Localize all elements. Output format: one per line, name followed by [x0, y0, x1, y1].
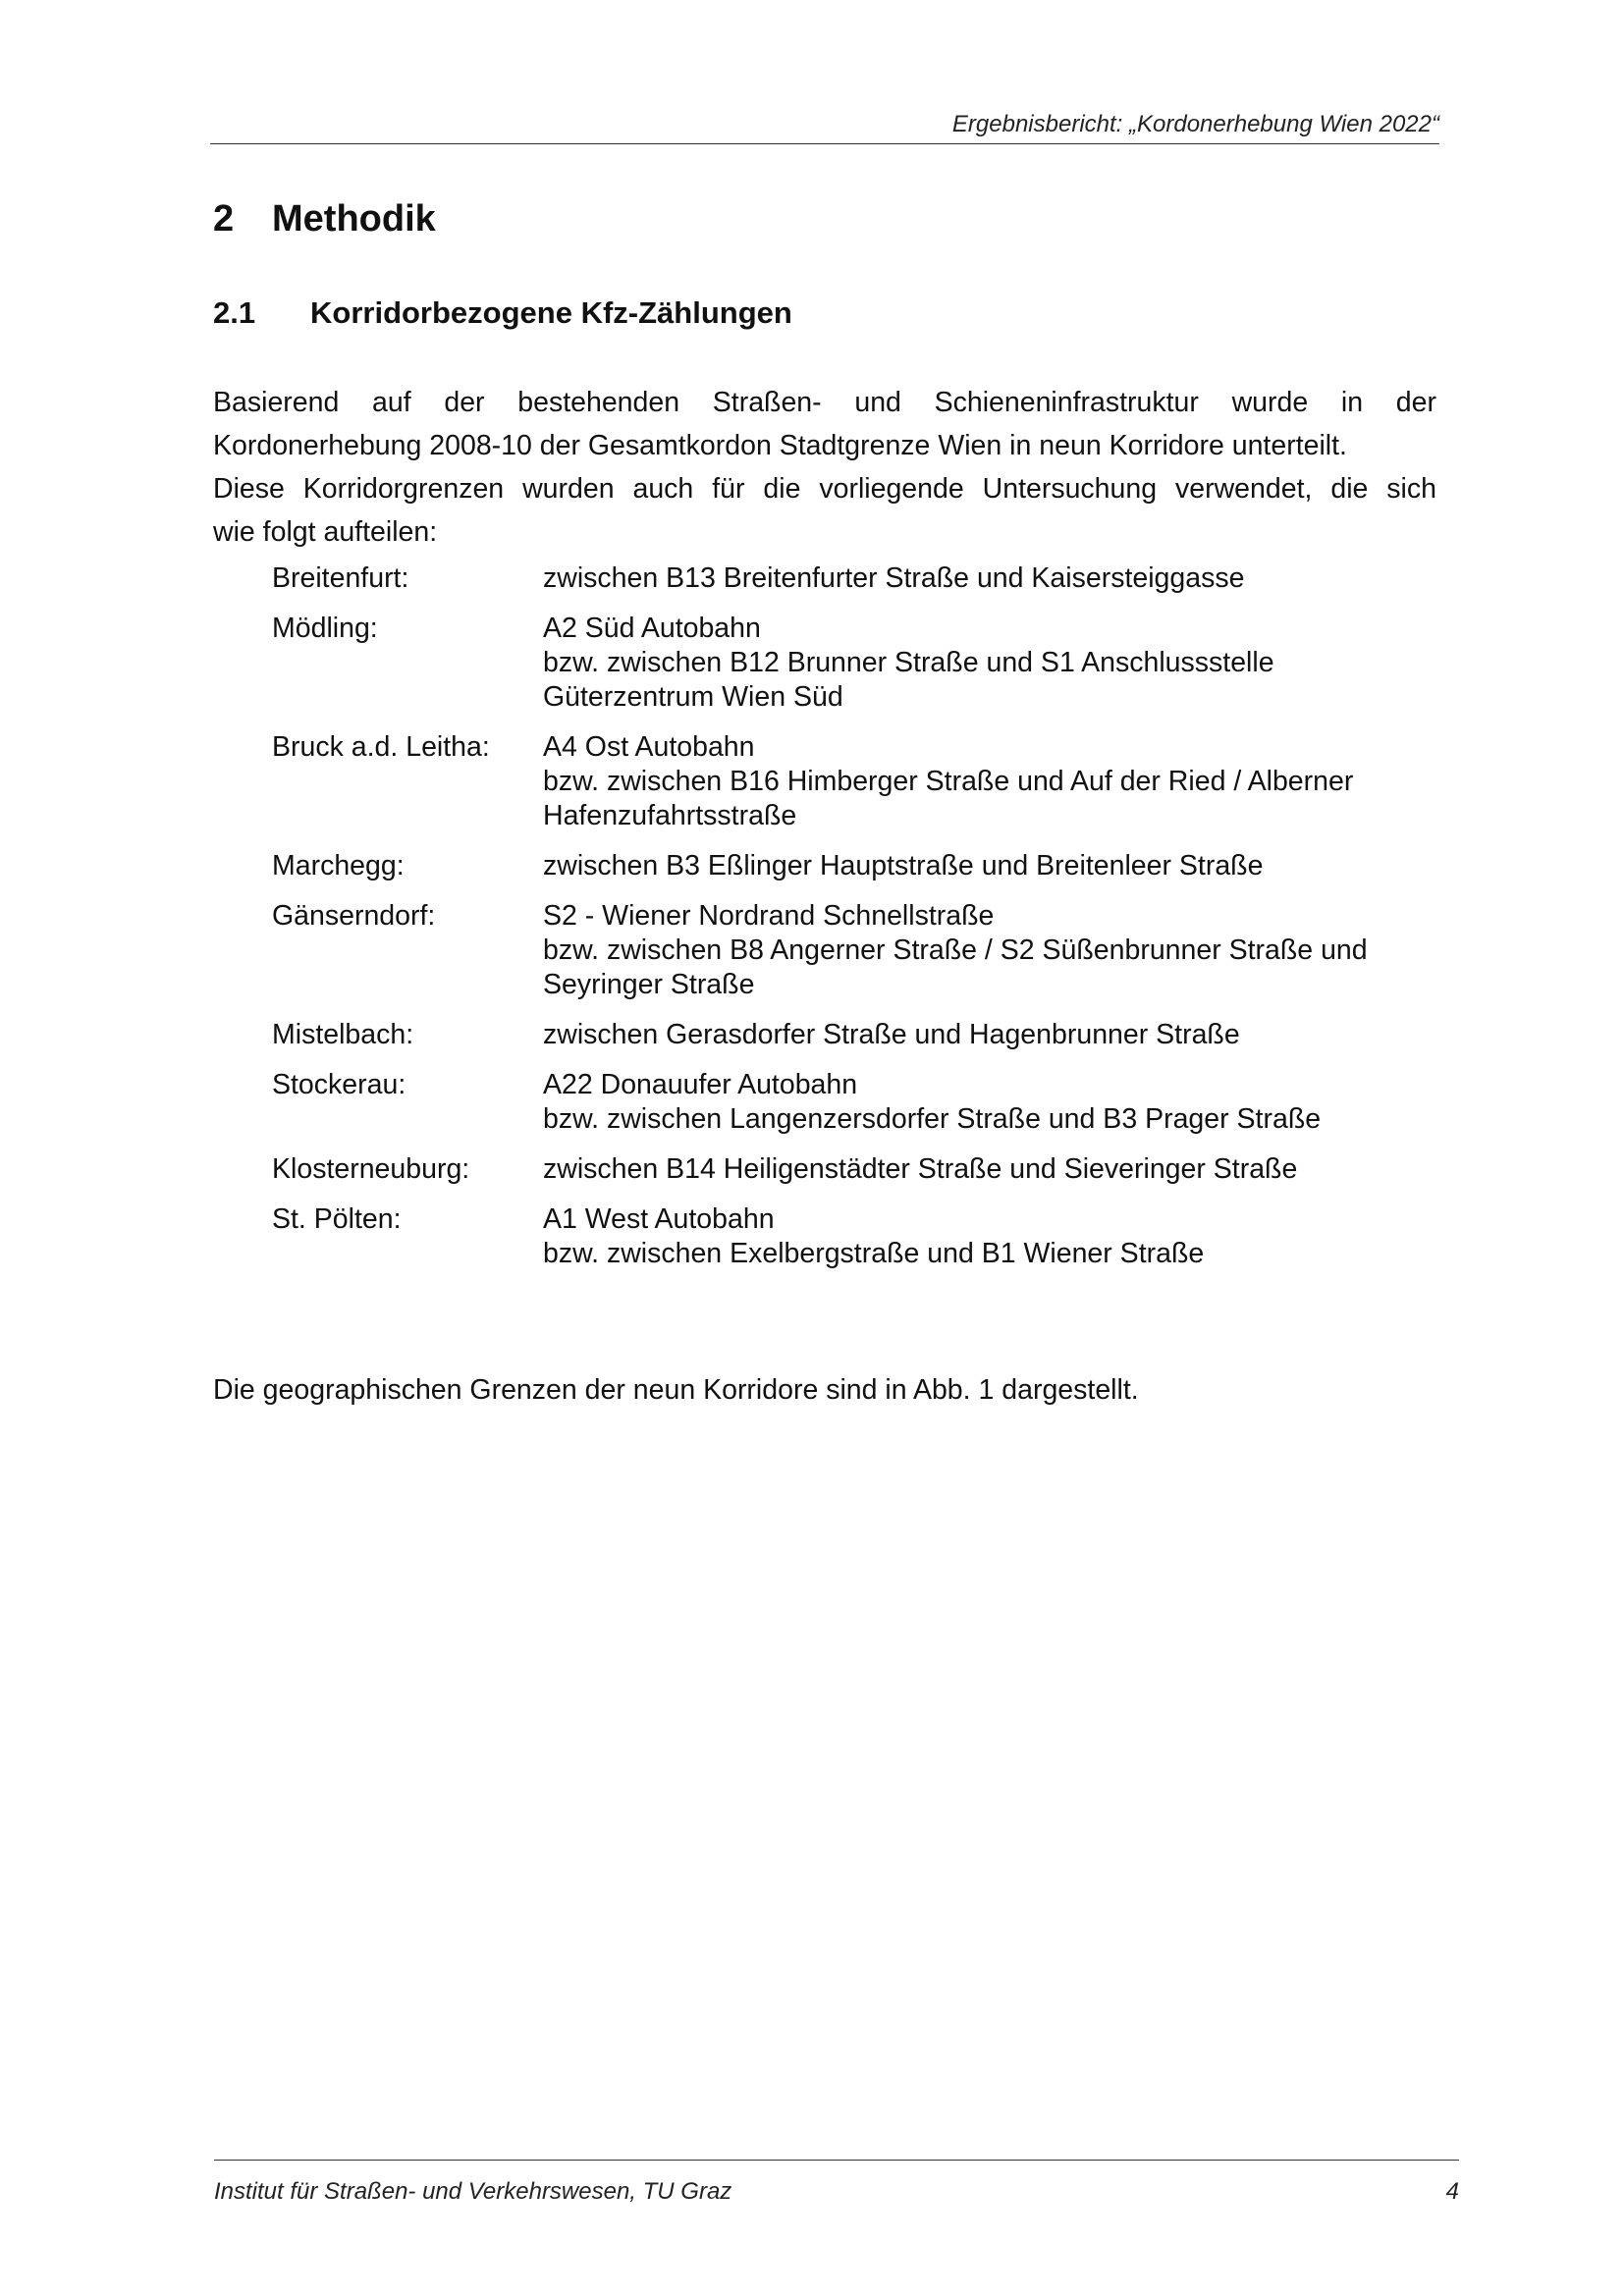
corridor-name: Stockerau: — [272, 1069, 406, 1100]
corridor-item-klosterneuburg — [272, 1152, 1450, 1187]
corridor-item-moedling — [272, 612, 1450, 715]
chapter-number: 2 — [213, 198, 235, 240]
corridor-description-line: bzw. zwischen Exelbergstraße und B1 Wiener Straße — [543, 1238, 1205, 1269]
corridor-name: Klosterneuburg: — [272, 1153, 470, 1185]
corridor-name: Mistelbach: — [272, 1019, 414, 1050]
intro-line: Kordonerhebung 2008-10 der Gesamtkordon Stadtgrenze Wien in neun Korridore unterteilt. — [213, 430, 1347, 461]
intro-line: Diese Korridorgrenzen wurden auch für die vorliegende Untersuchung verwendet, die sich — [213, 473, 1436, 505]
corridor-description-line: zwischen B3 Eßlinger Hauptstraße und Breitenleer Straße — [543, 850, 1264, 881]
corridor-description-line: Güterzentrum Wien Süd — [543, 681, 843, 713]
corridor-description-line: zwischen B13 Breitenfurter Straße und Kaisersteiggasse — [543, 562, 1245, 594]
corridor-description-line: A4 Ost Autobahn — [543, 731, 755, 763]
intro-line: wie folgt aufteilen: — [213, 516, 438, 548]
corridor-description — [543, 899, 1450, 1002]
corridor-item-bruck — [272, 730, 1450, 833]
corridor-description-line: bzw. zwischen B8 Angerner Straße / S2 Süßenbrunner Straße und — [543, 934, 1368, 966]
corridor-description-line: A1 West Autobahn — [543, 1203, 775, 1235]
corridor-description — [543, 1068, 1450, 1137]
corridor-item-breitenfurt — [272, 561, 1450, 596]
corridor-description — [543, 612, 1450, 715]
corridor-description-line: A2 Süd Autobahn — [543, 613, 761, 644]
corridor-description-line: Seyringer Straße — [543, 969, 755, 1000]
corridor-description-line: bzw. zwischen Langenzersdorfer Straße und B3 Prager Straße — [543, 1103, 1322, 1135]
corridor-description — [543, 1152, 1450, 1187]
corridor-description-line: zwischen B14 Heiligenstädter Straße und Sieveringer Straße — [543, 1153, 1298, 1185]
corridor-list — [272, 561, 1450, 1287]
corridor-description-line: bzw. zwischen B12 Brunner Straße und S1 Anschlussstelle — [543, 647, 1274, 678]
intro-line: Basierend auf der bestehenden Straßen- und Schieneninfrastruktur wurde in der — [213, 387, 1436, 418]
header-divider — [210, 143, 1439, 144]
corridor-description — [543, 1018, 1450, 1052]
section-number: 2.1 — [213, 295, 256, 330]
page-number: 4 — [1445, 2178, 1459, 2205]
corridor-description-line: Hafenzufahrtsstraße — [543, 800, 797, 831]
corridor-description-line: A22 Donauufer Autobahn — [543, 1069, 858, 1100]
chapter-title: Methodik — [272, 198, 436, 240]
corridor-name: St. Pölten: — [272, 1203, 402, 1235]
footer-institute: Institut für Straßen- und Verkehrswesen, TU Graz — [214, 2178, 732, 2205]
running-header: Ergebnisbericht: „Kordonerhebung Wien 2022“ — [951, 111, 1439, 137]
corridor-item-gaenserndorf — [272, 899, 1450, 1002]
footer-divider — [214, 2160, 1459, 2161]
corridor-item-marchegg — [272, 849, 1450, 883]
corridor-item-mistelbach — [272, 1018, 1450, 1052]
chapter-heading — [213, 196, 436, 241]
corridor-name: Breitenfurt: — [272, 562, 409, 594]
corridor-name: Marchegg: — [272, 850, 405, 881]
corridor-item-st-poelten — [272, 1202, 1450, 1271]
section-title: Korridorbezogene Kfz-Zählungen — [310, 295, 792, 330]
intro-paragraph — [213, 381, 1436, 554]
corridor-description — [543, 561, 1450, 596]
corridor-description — [543, 849, 1450, 883]
corridor-description-line: S2 - Wiener Nordrand Schnellstraße — [543, 900, 995, 932]
corridor-item-stockerau — [272, 1068, 1450, 1137]
corridor-description-line: bzw. zwischen B16 Himberger Straße und Auf der Ried / Alberner — [543, 766, 1354, 797]
corridor-description-line: zwischen Gerasdorfer Straße und Hagenbrunner Straße — [543, 1019, 1240, 1050]
section-heading — [213, 294, 792, 332]
corridor-description — [543, 730, 1450, 833]
outro-paragraph: Die geographischen Grenzen der neun Korridore sind in Abb. 1 dargestellt. — [213, 1374, 1139, 1406]
corridor-name: Mödling: — [272, 613, 378, 644]
corridor-name: Gänserndorf: — [272, 900, 436, 932]
corridor-description — [543, 1202, 1450, 1271]
corridor-name: Bruck a.d. Leitha: — [272, 731, 490, 763]
